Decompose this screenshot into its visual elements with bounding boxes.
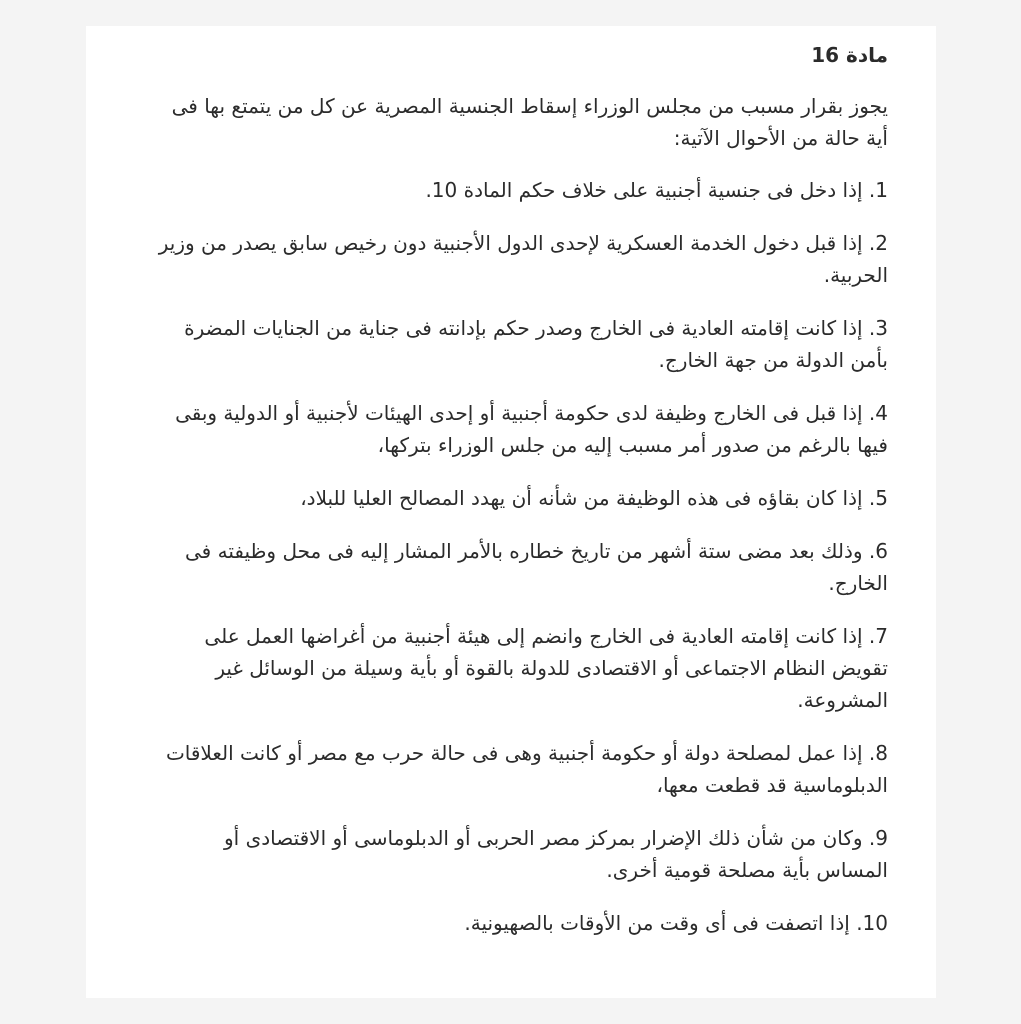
clause-item <box>148 535 888 599</box>
clause-number: 3. <box>868 316 888 340</box>
clause-number: 10. <box>856 911 888 935</box>
clause-item <box>148 482 888 514</box>
clause-text: وكان من شأن ذلك الإضرار بمركز مصر الحربى أو الدبلوماسى أو الاقتصادى أو المساس بأية مصلحة قومية أخرى. <box>224 826 888 882</box>
clause-number: 8. <box>868 741 888 765</box>
clause-item <box>148 620 888 716</box>
clause-number: 2. <box>868 231 888 255</box>
clause-list <box>148 174 888 939</box>
clause-item <box>148 227 888 291</box>
clause-text: إذا كانت إقامته العادية فى الخارج وانضم إلى هيئة أجنبية من أغراضها العمل على تقويض النظام الاجتماعى أو الاقتصادى للدولة بالقوة أو بأية وسيلة من الوسائل غير المشروعة. <box>204 624 888 712</box>
clause-number: 6. <box>868 539 888 563</box>
clause-text: إذا قبل دخول الخدمة العسكرية لإحدى الدول الأجنبية دون رخيص سابق يصدر من وزير الحربية. <box>158 231 888 287</box>
clause-text: إذا كان بقاؤه فى هذه الوظيفة من شأنه أن يهدد المصالح العليا للبلاد، <box>300 486 863 510</box>
clause-number: 1. <box>868 178 888 202</box>
clause-item <box>148 737 888 801</box>
clause-item <box>148 907 888 939</box>
clause-text: إذا عمل لمصلحة دولة أو حكومة أجنبية وهى فى حالة حرب مع مصر أو كانت العلاقات الدبلوماسية قد قطعت معها، <box>165 741 888 797</box>
article-intro: يجوز بقرار مسبب من مجلس الوزراء إسقاط الجنسية المصرية عن كل من يتمتع بها فى أية حالة من الأحوال الآتية: <box>171 94 888 150</box>
clause-text: إذا قبل فى الخارج وظيفة لدى حكومة أجنبية أو إحدى الهيئات لأجنبية أو الدولية وبقى فيها بالرغم من صدور أمر مسبب إليه من جلس الوزراء بتركها، <box>175 401 888 457</box>
document-page <box>86 26 936 998</box>
clause-number: 5. <box>868 486 888 510</box>
clause-number: 9. <box>868 826 888 850</box>
article-content <box>148 40 888 960</box>
clause-text: إذا اتصفت فى أى وقت من الأوقات بالصهيونية. <box>464 911 850 935</box>
clause-item <box>148 822 888 886</box>
clause-text: وذلك بعد مضى ستة أشهر من تاريخ خطاره بالأمر المشار إليه فى محل وظيفته فى الخارج. <box>185 539 888 595</box>
clause-item <box>148 397 888 461</box>
clause-item <box>148 174 888 206</box>
article-title: مادة 16 <box>811 43 888 67</box>
clause-number: 4. <box>868 401 888 425</box>
clause-text: إذا كانت إقامته العادية فى الخارج وصدر حكم بإدانته فى جناية من الجنايات المضرة بأمن الدولة من جهة الخارج. <box>184 316 888 372</box>
clause-number: 7. <box>868 624 888 648</box>
clause-item <box>148 312 888 376</box>
clause-text: إذا دخل فى جنسية أجنبية على خلاف حكم المادة 10. <box>425 178 863 202</box>
